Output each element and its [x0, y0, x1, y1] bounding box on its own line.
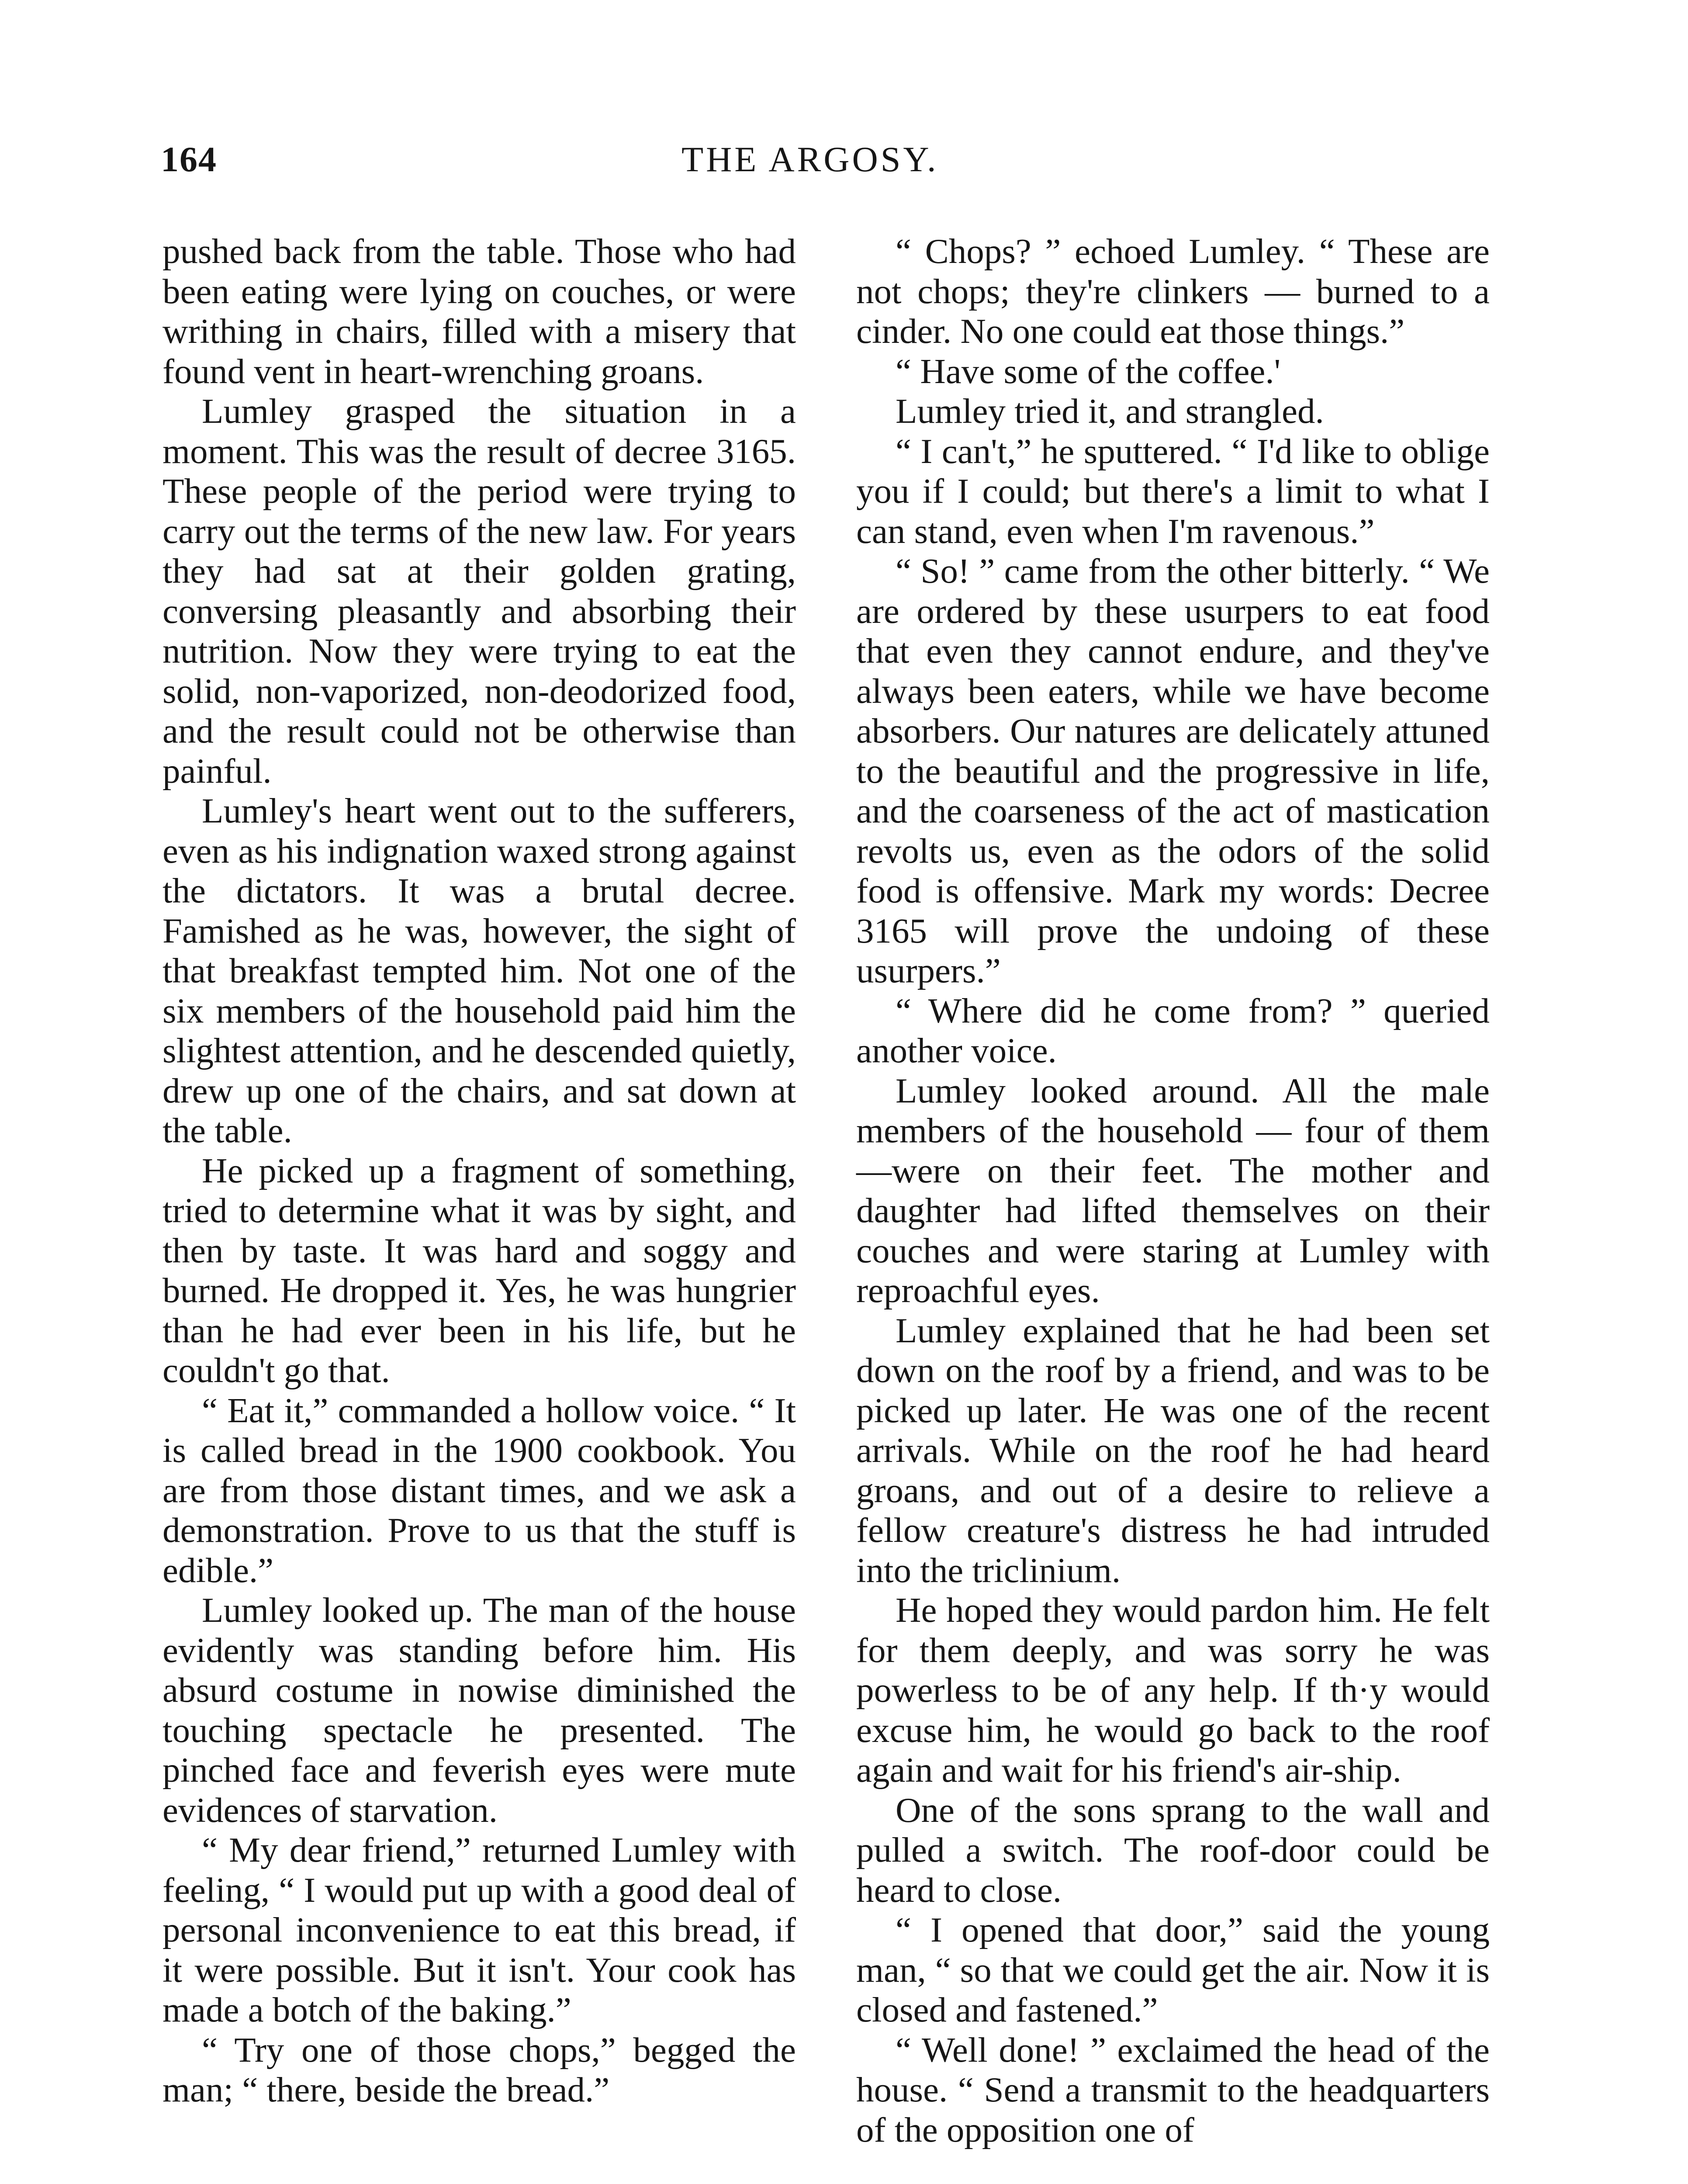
paragraph: “ Chops? ” echoed Lumley. “ These are not chops; they're clinkers — burned to a cinder. No one could eat those things.” — [856, 232, 1490, 351]
running-title: THE ARGOSY. — [681, 139, 939, 179]
paragraph: He picked up a fragment of something, tried to determine what it was by sight, and then by taste. It was hard and soggy and burned. He dropped it. Yes, he was hungrier than he had ever been in his life, but he couldn't go that. — [163, 1151, 796, 1390]
paragraph: “ Where did he come from? ” queried another voice. — [856, 991, 1490, 1070]
paragraph: Lumley explained that he had been set down on the roof by a friend, and was to be picked up later. He was one of the recent arrivals. While on the roof he had heard groans, and out of a desire to relieve a fellow creature's distress he had intruded into the triclinium. — [856, 1310, 1490, 1590]
right-column — [856, 232, 1490, 2150]
paragraph: Lumley looked around. All the male members of the household — four of them—were on their feet. The mother and daughter had lifted themselves on their couches and were staring at Lumley with reproachful eyes. — [856, 1071, 1490, 1310]
paragraph: “ I opened that door,” said the young man, “ so that we could get the air. Now it is closed and fastened.” — [856, 1910, 1490, 2029]
paragraph: Lumley grasped the situation in a moment. This was the result of decree 3165. These people of the period were trying to carry out the terms of the new law. For years they had sat at their golden grating, conversing pleasantly and absorbing their nutrition. Now they were trying to eat the solid, non-vaporized, non-deodorized food, and the result could not be otherwise than painful. — [163, 391, 796, 791]
paragraph: He hoped they would pardon him. He felt for them deeply, and was sorry he was powerless to be of any help. If th·y would excuse him, he would go back to the roof again and wait for his friend's air-ship. — [856, 1590, 1490, 1790]
paragraph: Lumley's heart went out to the sufferers, even as his indignation waxed strong against the dictators. It was a brutal decree. Famished as he was, however, the sight of that breakfast tempted him. Not one of the six members of the household paid him the slightest attention, and he descended quietly, drew up one of the chairs, and sat down at the table. — [163, 791, 796, 1150]
paragraph: “ Try one of those chops,” begged the man; “ there, beside the bread.” — [163, 2030, 796, 2109]
paragraph: “ Well done! ” exclaimed the head of the house. “ Send a transmit to the headquarters of the opposition one of — [856, 2030, 1490, 2149]
paragraph: Lumley looked up. The man of the house evidently was standing before him. His absurd costume in nowise diminished the touching spectacle he presented. The pinched face and feverish eyes were mute evidences of starvation. — [163, 1590, 796, 1830]
page-number: 164 — [161, 139, 217, 179]
paragraph: “ So! ” came from the other bitterly. “ We are ordered by these usurpers to eat food that even they cannot endure, and they've always been eaters, while we have become absorbers. Our natures are delicately attuned to the beautiful and the progressive in life, and the coarseness of the act of mastication revolts us, even as the odors of the solid food is offensive. Mark my words: Decree 3165 will prove the undoing of these usurpers.” — [856, 551, 1490, 990]
paragraph: One of the sons sprang to the wall and pulled a switch. The roof-door could be heard to close. — [856, 1790, 1490, 1910]
paragraph: “ I can't,” he sputtered. “ I'd like to oblige you if I could; but there's a limit to what I can stand, even when I'm ravenous.” — [856, 431, 1490, 551]
paragraph: “ My dear friend,” returned Lumley with feeling, “ I would put up with a good deal of personal inconvenience to eat this bread, if it were possible. But it isn't. Your cook has made a botch of the baking.” — [163, 1830, 796, 2029]
paragraph: “ Have some of the coffee.' — [896, 351, 1281, 391]
paragraph: Lumley tried it, and strangled. — [896, 391, 1324, 431]
paragraph: “ Eat it,” commanded a hollow voice. “ It is called bread in the 1900 cookbook. You are from those distant times, and we ask a demonstration. Prove to us that the stuff is edible.” — [163, 1390, 796, 1590]
left-column — [163, 232, 796, 2110]
paragraph: pushed back from the table. Those who had been eating were lying on couches, or were writhing in chairs, filled with a misery that found vent in heart-wrenching groans. — [163, 232, 796, 391]
